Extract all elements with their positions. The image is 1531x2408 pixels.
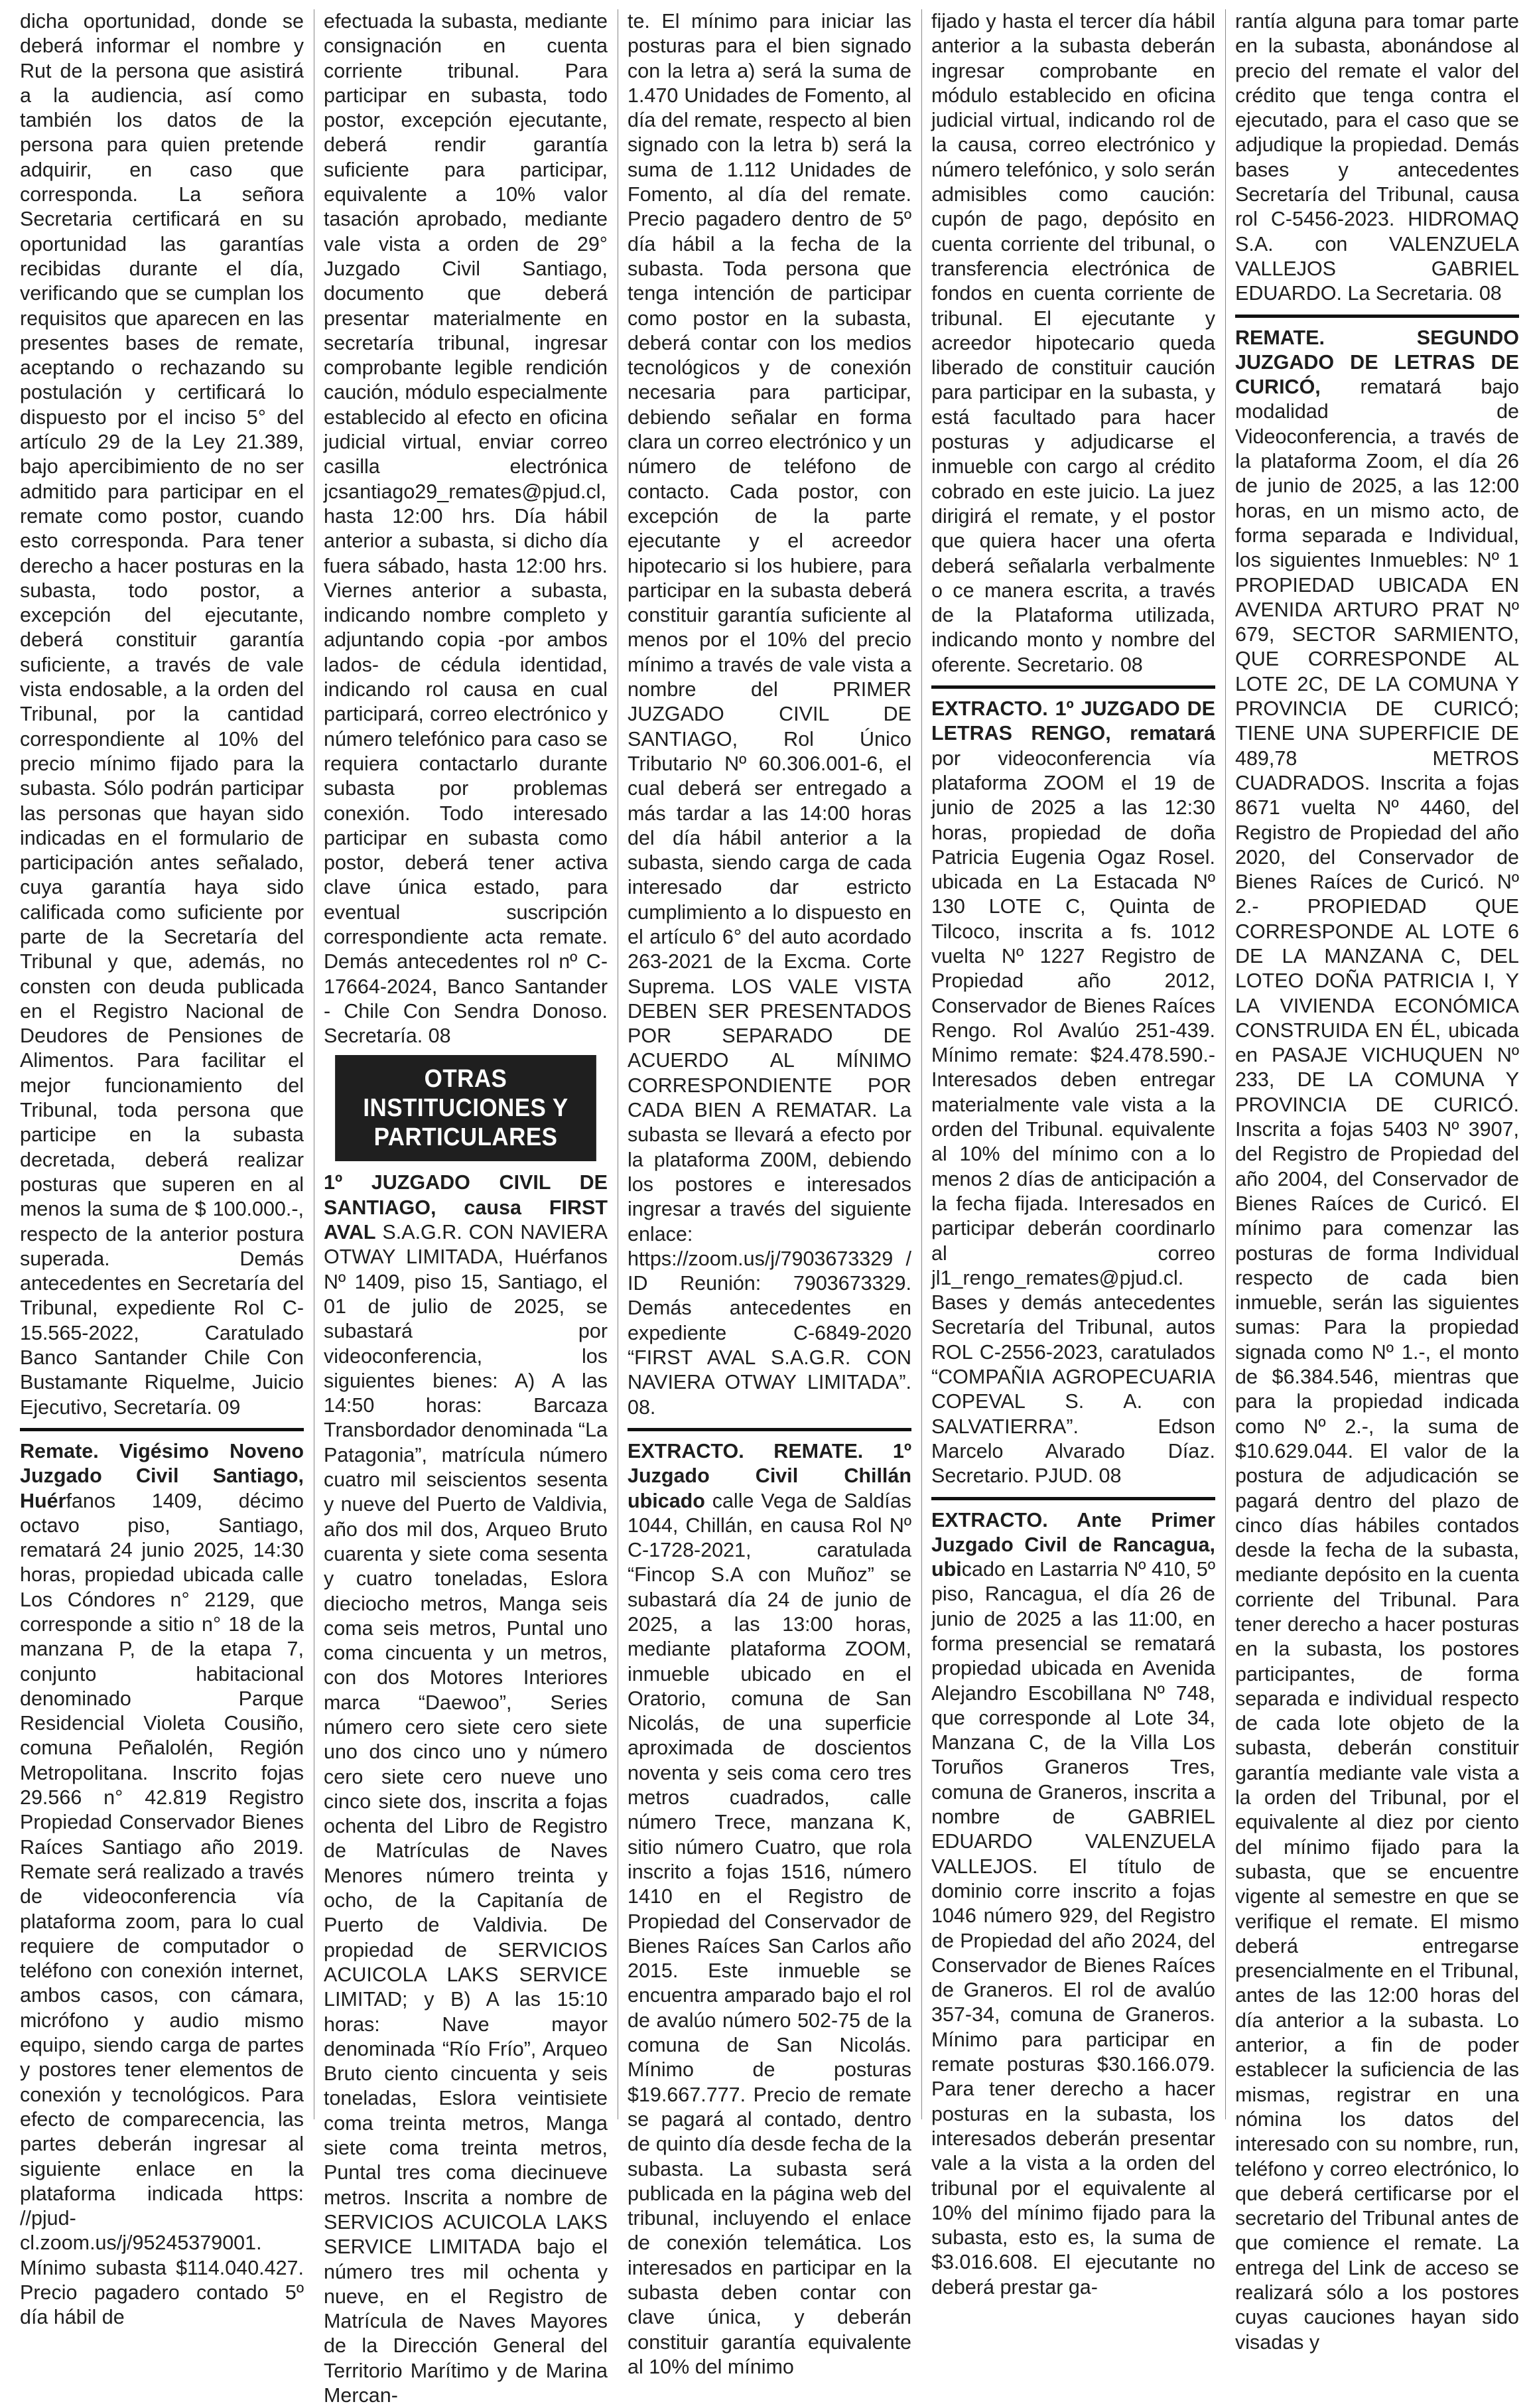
notice-text <box>931 1508 1215 2301</box>
notice-text <box>324 1170 608 2408</box>
notice-body: efectuada la subasta, mediante consignación en cuenta corriente tribunal. Para participar en subasta, todo postor, excepción ejecutante, deberá rendir garantía suficiente para participar, equivalente a 10% valor tasación aprobado, mediante vale vista a orden de 29° Juzgado Civil Santiago, documento que deberá presentar materialmente en secretaría tribunal, ingresar comprobante legible rendición caución, módulo especialmente establecido al efecto en oficina judicial virtual, enviar correo casilla electrónica jcsantiago29_remates@pjud.cl, hasta 12:00 hrs. Día hábil anterior a subasta, si dicho día fuera sábado, hasta 12:00 hrs. Viernes anterior a subasta, indicando nombre completo y adjuntando copia -por ambos lados- de cédula identidad, indicando rol causa en cual participará, correo electrónico y número telefónico para caso se requiera contactarlo durante subasta por problemas conexión. Todo interesado participar en subasta como postor, deberá tener activa clave única estado, para eventual suscripción correspondiente acta remate. Demás antecedentes rol nº C-17664-2024, Banco Santander - Chile Con Sendra Donoso. Secretaría. 08 <box>324 10 608 1048</box>
notice-text <box>931 9 1215 677</box>
notice-text <box>20 1439 304 2330</box>
notice-text <box>628 1439 911 2379</box>
notice-body: por videoconferencia vía plataforma ZOOM el 19 de junio de 2025 a las 12:30 horas, propiedad de doña Patricia Eugenia Ogaz Rosel. ubicada en La Estacada Nº 130 LOTE C, Quinta de Tilcoco, inscrita a fs. 1012 vuelta Nº 1227 Registro de Propiedad año 2012, Conservador de Bienes Raíces Rengo. Rol Avalúo 251-439. Mínimo remate: $24.478.590.- Interesados deben entregar materialmente vale vista a la orden del Tribunal. equivalente al 10% del mínimo con a lo menos 2 días de anticipación a la fecha fijada. Interesados en participar deberán coordinarlo al correo jl1_rengo_remates@pjud.cl. Bases y demás antecedentes Secretaría del Tribunal, autos ROL C-2556-2023, caratulados “COMPAÑIA AGROPECUARIA COPEVAL S. A. con SALVATIERRA”. Edson Marcelo Alvarado Díaz. Secretario. PJUD. 08 <box>931 746 1215 1488</box>
notice-text <box>1235 326 1519 2355</box>
notice-body: cado en Lastarria Nº 410, 5º piso, Rancagua, el día 26 de junio de 2025 a las 11:00, en forma presencial se rematará propiedad ubicada en Avenida Alejandro Escobillana Nº 748, que corresponde al Lote 34, Manzana C, de la Villa Los Toruños Graneros Tres, comuna de Graneros, inscrita a nombre de GABRIEL EDUARDO VALENZUELA VALLEJOS. El título de dominio corre inscrito a fojas 1046 número 929, del Registro de Propiedad del año 2024, del Conservador de Bienes Raíces de Graneros. El rol de avalúo 357-34, comuna de Graneros. Mínimo para participar en remate posturas $30.166.079. Para tener derecho a hacer posturas en la subasta, los interesados deberán presentar vale a la vista a la orden del tribunal por el equivalente al 10% del mínimo fijado para la subasta, esto es, la suma de $3.016.608. El ejecutante no deberá prestar ga- <box>931 1558 1215 2299</box>
column-5 <box>1235 9 1519 2354</box>
notice-heading: REMATE. SEGUNDO JUZGADO DE LETRAS DE CURICÓ, <box>1235 326 1519 399</box>
column-1 <box>20 9 304 2329</box>
notice-body: dicha oportunidad, donde se deberá informar el nombre y Rut de la persona que asistirá a la audiencia, así como también los datos de la persona para quien pretende adquirir, en caso que corresponda. La señora Secretaria certificará en su oportunidad las garantías recibidas durante el día, verificando que se cumplan los requisitos que aparecen en las presentes bases de remate, aceptando o rechazando su postulación y certificará lo dispuesto por el inciso 5° del artículo 29 de la Ley 21.389, bajo apercibimiento de no ser admitido para participar en el remate como postor, cuando esto corresponda. Para tener derecho a hacer posturas en la subasta, todo postor, a excepción del ejecutante, deberá constituir garantía suficiente, a través de vale vista endosable, a la orden del Tribunal, por la cantidad correspondiente al 10% del precio mínimo fijado para la subasta. Sólo podrán participar las personas que hayan sido indicadas en el formulario de participación antes señalado, cuya garantía haya sido calificada como suficiente por parte de la Secretaría del Tribunal y que, además, no consten con deuda publicada en el Registro Nacional de Deudores de Pensiones de Alimentos. Para facilitar el mejor funcionamiento del Tribunal, toda persona que participe en la subasta decretada, deberá realizar posturas que superen en al menos la suma de $ 100.000.-, respecto de la anterior postura superada. Demás antecedentes en Secretaría del Tribunal, expediente Rol C-15.565-2022, Caratulado Banco Santander Chile Con Bustamante Riquelme, Juicio Ejecutivo, Secretaría. 09 <box>20 10 304 1419</box>
notice-heading: EXTRACTO. 1º JUZGADO DE LETRAS RENGO, rematará <box>931 697 1215 745</box>
notice-text <box>324 9 608 1048</box>
notice-body: fanos 1409, décimo octavo piso, Santiago, rematará 24 junio 2025, 14:30 horas, propiedad ubicada calle Los Cóndores n° 2129, que corresponde a sitio n° 18 de la manzana P, de la etapa 7, conjunto habitacional denominado Parque Residencial Violeta Cousiño, comuna Peñalolén, Región Metropolitana. Inscrito fojas 29.566 n° 42.819 Registro Propiedad Conservador Bienes Raíces Santiago año 2019. Remate será realizado a través de videoconferencia vía plataforma zoom, para lo cual requiere de computador o teléfono con conexión internet, ambos casos, con cámara, micrófono y audio mismo equipo, siendo carga de partes y postores tener elementos de conexión y tecnológicos. Para efecto de comparecencia, las partes deberán ingresar al siguiente enlace en la plataforma indicada https: //pjud-cl.zoom.us/j/95245379001. Mínimo subasta $114.040.427. Precio pagadero contado 5º día hábil de <box>20 1489 304 2329</box>
notice-separator <box>20 1428 304 1431</box>
notice-body: S.A.G.R. CON NAVIERA OTWAY LIMITADA, Huérfanos Nº 1409, piso 15, Santiago, el 01 de julio de 2025, se subastará por videoconferencia, los siguientes bienes: A) A las 14:50 horas: Barcaza Transbordador denominada “La Patagonia”, matrícula número cuatro mil seiscientos sesenta y nueve del Puerto de Valdivia, año dos mil dos, Arqueo Bruto cuarenta y siete coma sesenta y cuatro toneladas, Eslora dieciocho metros, Manga seis coma seis metros, Puntal uno coma cincuenta y un metros, con dos Motores Interiores marca “Daewoo”, Series número cero siete cero siete uno dos cinco uno y número cero siete cero nueve uno cinco siete dos, inscrita a fojas ochenta del Libro de Registro de Matrículas de Naves Menores número treinta y ocho, de la Capitanía de Puerto de Valdivia. De propiedad de SERVICIOS ACUICOLA LAKS SERVICE LIMITAD; y B) A las 15:10 horas: Nave mayor denominada “Río Frío”, Arqueo Bruto ciento cincuenta y seis toneladas, Eslora veintisiete coma treinta metros, Manga siete coma treinta metros, Puntal tres coma diecinueve metros. Inscrita a nombre de SERVICIOS ACUICOLA LAKS SERVICE LIMITADA bajo el número tres mil ochenta y nueve, en el Registro de Matrícula de Naves Mayores de la Dirección General del Territorio Marítimo y de Marina Mercan- <box>324 1221 608 2407</box>
notice-body: te. El mínimo para iniciar las posturas para el bien signado con la letra a) será la suma de 1.470 Unidades de Fomento, al día del remate, respecto al bien signado con la letra b) será la suma de 1.112 Unidades de Fomento, al día del remate. Precio pagadero dentro de 5º día hábil a la fecha de la subasta. Toda persona que tenga intención de participar como postor en la subasta, deberá contar con los medios tecnológicos y de conexión necesaria para participar, debiendo señalar en forma clara un correo electrónico y un número de teléfono de contacto. Cada postor, con excepción de la parte ejecutante y el acreedor hipotecario si los hubiere, para participar en la subasta deberá constituir garantía suficiente al menos por el 10% del precio mínimo a través de vale vista a nombre del PRIMER JUZGADO CIVIL DE SANTIAGO, Rol Único Tributario Nº 60.306.001-6, el cual deberá ser entregado a más tardar a las 14:00 horas del día hábil anterior a la subasta, siendo carga de cada interesado dar estricto cumplimiento a lo dispuesto en el artículo 6° del auto acordado 263-2021 de la Excma. Corte Suprema. LOS VALE VISTA DEBEN SER PRESENTADOS POR SEPARADO DE ACUERDO AL MÍNIMO CORRESPONDIENTE POR CADA BIEN A REMATAR. La subasta se llevará a efecto por la plataforma Z00M, debiendo los postores e interesados ingresar a través del siguiente enlace: https://zoom.us/j/7903673329 / ID Reunión: 7903673329. Demás antecedentes en expediente C-6849-2020 “FIRST AVAL S.A.G.R. CON NAVIERA OTWAY LIMITADA”. 08. <box>628 10 911 1419</box>
notice-heading: Remate. Vigésimo Noveno Juzgado Civil Santiago, Huér <box>20 1439 304 1512</box>
notice-body: calle Vega de Saldías 1044, Chillán, en causa Rol Nº C-1728-2021, caratulada “Fincop S.A con Muñoz” se subastará día 24 de junio de 2025, a las 13:00 horas, mediante plataforma ZOOM, inmueble ubicado en el Oratorio, comuna de San Nicolás, de una superficie aproximada de doscientos noventa y seis coma cero tres metros cuadrados, calle número Trece, manzana K, sitio número Cuatro, que rola inscrito a fojas 1516, número 1410 en el Registro de Propiedad del Conservador de Bienes Raíces San Carlos año 2015. Este inmueble se encuentra amparado bajo el rol de avalúo número 502-75 de la comuna de San Nicolás. Mínimo de posturas $19.667.777. Precio de remate se pagará al contado, dentro de quinto día desde fecha de la subasta. La subasta será publicada en la página web del tribunal, incluyendo el enlace de conexión telemática. Los interesados en participar en la subasta deben contar con clave única, y deberán constituir garantía equivalente al 10% del mínimo <box>628 1489 911 2378</box>
notice-text <box>931 697 1215 1489</box>
column-3 <box>628 9 911 2378</box>
notice-body: rantía alguna para tomar parte en la subasta, abonándose al precio del remate el valor del crédito que tenga contra el ejecutado, para el caso que se adjudique la propiedad. Demás bases y antecedentes Secretaría del Tribunal, causa rol C-5456-2023. HIDROMAQ S.A. con VALENZUELA VALLEJOS GABRIEL EDUARDO. La Secretaria. 08 <box>1235 10 1519 305</box>
notice-separator <box>931 685 1215 689</box>
notice-body: rematará bajo modalidad de Videoconferencia, a través de la plataforma Zoom, el día 26 de junio de 2025, a las 12:00 horas, en un mismo acto, de forma separada e Individual, los siguientes Inmuebles: Nº 1 PROPIEDAD UBICADA EN AVENIDA ARTURO PRAT Nº 679, SECTOR SARMIENTO, QUE CORRESPONDE AL LOTE 2C, DE LA COMUNA Y PROVINCIA DE CURICÓ; TIENE UNA SUPERFICIE DE 489,78 METROS CUADRADOS. Inscrita a fojas 8671 vuelta Nº 4460, del Registro de Propiedad del año 2020, del Conservador de Bienes Raíces de Curicó. Nº 2.- PROPIEDAD QUE CORRESPONDE AL LOTE 6 DE LA MANZANA C, DEL LOTEO DOÑA PATRICIA I, Y LA VIVIENDA ECONÓMICA CONSTRUIDA EN ÉL, ubicada en PASAJE VICHUQUEN Nº 233, DE LA COMUNA Y PROVINCIA DE CURICÓ. Inscrita a fojas 5403 Nº 3907, del Registro de Propiedad del año 2004, del Conservador de Bienes Raíces de Curicó. El mínimo para comenzar las posturas de forma Individual respecto de cada bien inmueble, serán las siguientes sumas: Para la propiedad signada como Nº 1.-, el monto de $6.384.546, mientras que para la propiedad indicada como Nº 2.-, la suma de $10.629.044. El valor de la postura de adjudicación se pagará dentro del plazo de cinco días hábiles contados desde la fecha de la subasta, mediante depósito en la cuenta corriente del Tribunal. Para tener derecho a hacer posturas en la subasta, los postores participantes, de forma separada e individual respecto de cada lote objeto de la subasta, deberán constituir garantía mediante vale vista a la orden del Tribunal, por el equivalente al diez por ciento del mínimo fijado para la subasta, que se encuentre vigente al semestre en que se verifique el remate. El mismo deberá entregarse presencialmente en el Tribunal, antes de las 12:00 horas del día anterior a la subasta. Lo anterior, a fin de poder establecer la suficiencia de las mismas, registrar en una nómina los datos del interesado con su nombre, run, teléfono y correo electrónico, lo que deberá certificarse por el secretario del Tribunal antes de que comience el remate. La entrega del Link de acceso se realizará sólo a los postores cuyas cauciones hayan sido visadas y <box>1235 376 1519 2354</box>
notice-separator <box>931 1497 1215 1500</box>
notice-heading: EXTRACTO. REMATE. 1º Juzgado Civil Chillán ubicado <box>628 1439 911 1512</box>
notice-heading: 1º JUZGADO CIVIL DE SANTIAGO, causa FIRST AVAL <box>324 1171 608 1244</box>
notice-heading: EXTRACTO. Ante Primer Juzgado Civil de Rancagua, ubi <box>931 1508 1215 1581</box>
column-2 <box>324 9 608 2407</box>
notice-text <box>20 9 304 1420</box>
notice-body: fijado y hasta el tercer día hábil anterior a la subasta deberán ingresar comprobante en módulo establecido en oficina judicial virtual, indicando rol de la causa, correo electrónico y número telefónico, y solo serán admisibles como caución: cupón de pago, depósito en cuenta corriente del tribunal, o transferencia electrónica de fondos en cuenta corriente de tribunal. El ejecutante y acreedor hipotecario queda liberado de constituir caución para participar en la subasta, y está facultado para hacer posturas y adjudicarse el inmueble con cargo al crédito cobrado en este juicio. La juez dirigirá el remate, y el postor que quiera hacer una oferta deberá señalarla verbalmente o ce manera escrita, a través de la Plataforma utilizada, indicando monto y nombre del oferente. Secretario. 08 <box>931 10 1215 676</box>
notice-text <box>1235 9 1519 307</box>
notice-text <box>628 9 911 1420</box>
notice-separator <box>628 1428 911 1431</box>
notice-separator <box>1235 315 1519 318</box>
section-banner: OTRAS INSTITUCIONES Y PARTICULARES <box>335 1055 596 1161</box>
column-4 <box>931 9 1215 2299</box>
